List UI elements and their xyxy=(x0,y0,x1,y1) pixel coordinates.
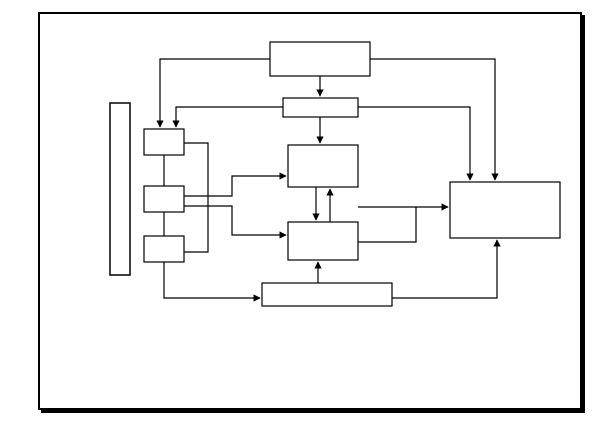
shu-box xyxy=(450,182,560,238)
koperasi-box xyxy=(288,145,358,187)
pengawasan-box xyxy=(262,283,392,306)
arrow-pendidikan-shu xyxy=(358,107,470,180)
arrow-modal-sendiri-anggota xyxy=(184,206,286,235)
line-anggota-shu xyxy=(358,207,416,242)
sosial-ekonomi-bar xyxy=(110,103,130,275)
modal-sendiri-box xyxy=(144,186,184,212)
arrow-pendidikan-modal-luar xyxy=(176,107,283,127)
komitmen-box xyxy=(270,42,370,76)
arrow-anggota-pengawasan xyxy=(164,262,260,298)
arrow-pengawasan-shu xyxy=(392,240,497,298)
arrow-modal-sendiri-koperasi xyxy=(184,176,286,196)
anggota-center-box xyxy=(288,222,358,260)
modal-luar-box xyxy=(144,129,184,155)
line-modal-luar-bracket xyxy=(184,143,208,202)
anggota-side-box xyxy=(144,236,184,262)
arrow-komitmen-shu xyxy=(370,59,495,180)
pendidikan-box xyxy=(283,98,358,117)
line-anggota-bracket xyxy=(184,202,208,252)
